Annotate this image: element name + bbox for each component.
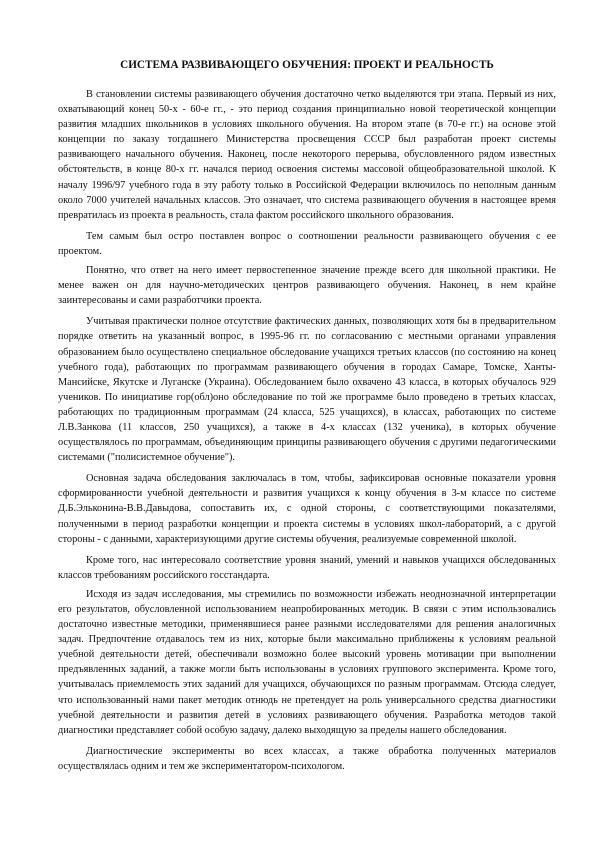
paragraph-importance: Понятно, что ответ на него имеет первостепенное значение прежде всего для школьной практики. Не менее важен он для научно-методических центров развивающего обучения. Наконец, в нем крайне заинтересованы и сами разработчики проекта. xyxy=(58,265,556,307)
paragraph-stages: В становлении системы развивающего обучения достаточно четко выделяются три этапа. Первый из них, охватывающий конец 50-х - 60-е гг., - это период создания принципиально новой теоретической концепции развития младших школьников в условиях школьного обучения. На втором этапе (в 70-е гг.) на основе этой концепции по заказу тогдашнего Министерства просвещения СССР был разработан проект системы развивающего начального обучения. Наконец, после некоторого перерыва, обусловленного рядом известных обстоятельств, в конце 80-х гг. начался период освоения системы массовой общеобразовательной школой. К началу 1996/97 учебного года в эту работу только в Российской Федерации включилось по неполным данным около 7000 учителей начальных классов. Это означает, что система развивающего обучения в настоящее время превратилась из проекта в реальность, стала фактом российского школьного образования. xyxy=(58,89,556,221)
paragraph-question: Тем самым был остро поставлен вопрос о соотношении реальности развивающего обучения с ее проектом. xyxy=(58,230,556,257)
document-title: СИСТЕМА РАЗВИВАЮЩЕГО ОБУЧЕНИЯ: ПРОЕКТ И РЕАЛЬНОСТЬ xyxy=(120,59,494,71)
paragraph-survey: Учитывая практически полное отсутствие фактических данных, позволяющих хотя бы в предварительном порядке ответить на указанный вопрос, в 1995-96 гг. по согласованию с местными органами управления образованием было осуществлено специальное обследование учащихся третьих классов (по состоянию на конец учебного года), работающих по программам развивающего обучения в городах Самаре, Томске, Ханты-Мансийске, Якутске и Луганске (Украина). Обследованием было охвачено 43 класса, в которых обучалось 929 учеников. По инициативе гор(обл)оно обследование по той же программе было проведено в третьих классах, работающих по традиционным программам (24 класса, 525 учащихся), в классах, работающих по системе Л.В.Занкова (11 классов, 250 учащихся), а также в 4-х классах (132 ученика), в которых обучение осуществлялось по программам, объединяющим принципы развивающего обучения с другими педагогическими системами ("полисистемное обучение"). xyxy=(58,316,556,464)
paragraph-standards: Кроме того, нас интересовало соответствие уровня знаний, умений и навыков учащихся обследованных классов требованиям российского госстандарта. xyxy=(58,554,556,581)
paragraph-methods: Исходя из задач исследования, мы стремились по возможности избежать неоднозначной интерпретации его результатов, обусловленной использованием неапробированных методик. В связи с этим использовались достаточно известные методики, применявшиеся ранее разными исследователями для решения аналогичных задач. Предпочтение отдавалось тем из них, которые были максимально приближены к условиям реальной учебной деятельности детей, обеспечивали возможно более высокий уровень мотивации при выполнении предъявленных заданий, а также могли быть использованы в условиях группового эксперимента. Кроме того, учитывалась приемлемость этих заданий для учащихся, обучающихся по разным программам. Отсюда следует, что использованный нами пакет методик отнюдь не претендует на роль универсального средства диагностики учебной деятельности и развития детей в условиях развивающего обучения. Разработка методов такой диагностики представляет собой особую задачу, далеко выходящую за пределы нашего обследования. xyxy=(58,588,556,736)
paragraph-experiments: Диагностические эксперименты во всех классах, а также обработка полученных материалов осуществлялась одним и тем же экспериментатором-психологом. xyxy=(58,745,556,772)
paragraph-main-task: Основная задача обследования заключалась в том, чтобы, зафиксировав основные показатели уровня сформированности учебной деятельности и развития учащихся к концу обучения в 3-м классе по системе Д.Б.Эльконина-В.В.Давыдова, сопоставить их, с одной стороны, с соответствующими показателями, полученными в период разработки концепции и проекта системы в условиях школ-лабораторий, а с другой стороны - с данными, характеризующими другие системы обучения, реализуемые современной школой. xyxy=(58,473,556,545)
document-page xyxy=(58,58,556,780)
